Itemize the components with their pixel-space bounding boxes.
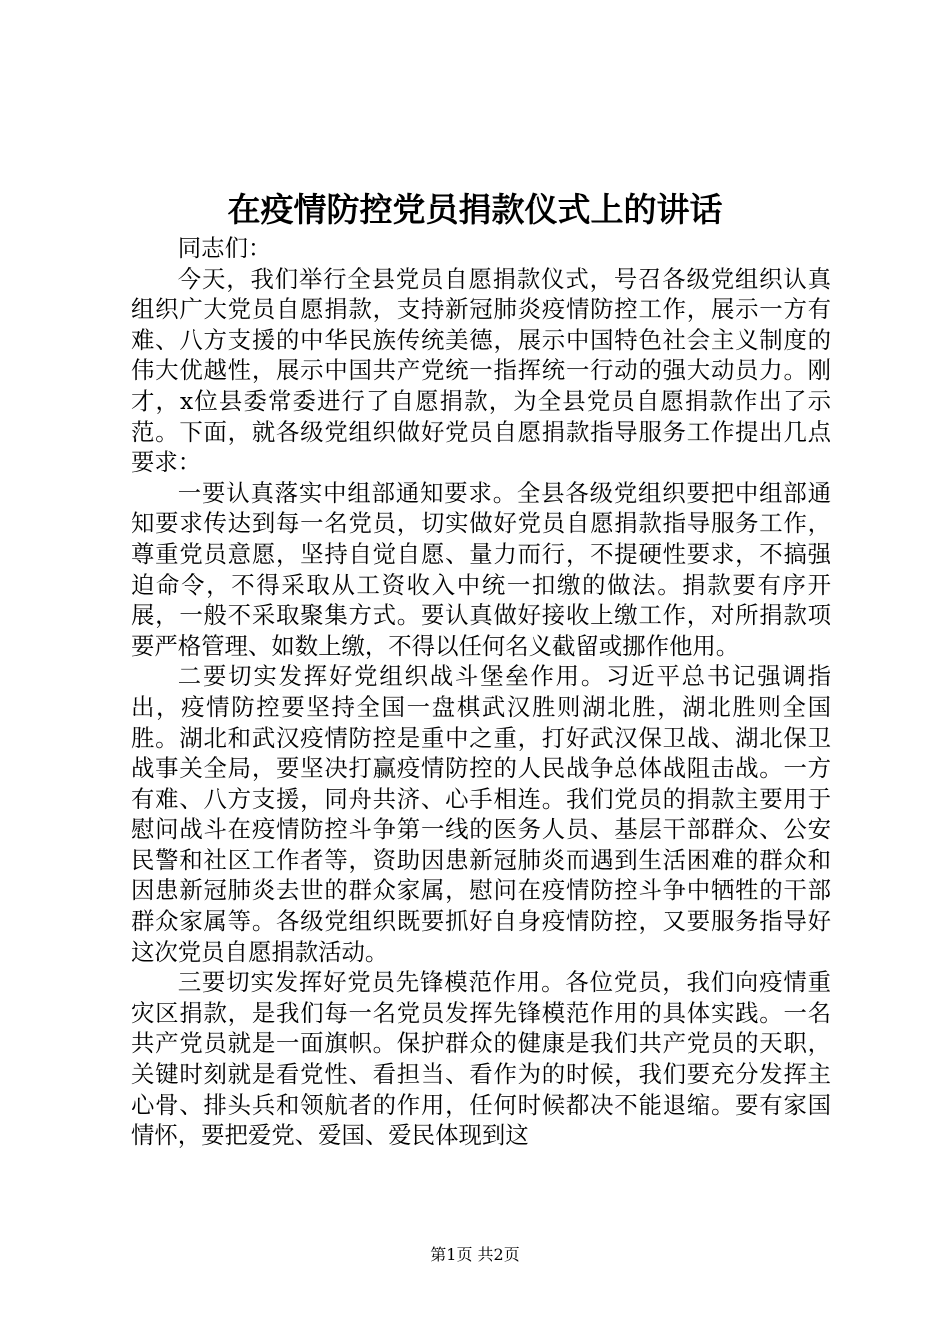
paragraph-point-3: 三要切实发挥好党员先锋模范作用。各位党员，我们向疫情重灾区捐款，是我们每一名党员发挥先锋模范作用的具体实践。一名共产党员就是一面旗帜。保护群众的健康是我们共产党员的天职，关键时刻就是看党性、看担当、看作为的时候，我们要充分发挥主心骨、排头兵和领航者的作用，任何时候都决不能退缩。要有家国情怀，要把爱党、爱国、爱民体现到这 xyxy=(131,968,831,1150)
document-body xyxy=(131,233,831,1151)
paragraph-intro: 今天，我们举行全县党员自愿捐款仪式，号召各级党组织认真组织广大党员自愿捐款，支持新冠肺炎疫情防控工作，展示一方有难、八方支援的中华民族传统美德，展示中国特色社会主义制度的伟大优越性，展示中国共产党统一指挥统一行动的强大动员力。刚才，x位县委常委进行了自愿捐款，为全县党员自愿捐款作出了示范。下面，就各级党组织做好党员自愿捐款指导服务工作提出几点要求： xyxy=(131,264,831,477)
salutation: 同志们： xyxy=(177,234,272,262)
page-number-footer: 第1页 共2页 xyxy=(430,1245,520,1264)
document-title: 在疫情防控党员捐款仪式上的讲话 xyxy=(227,190,723,229)
paragraph-point-2: 二要切实发挥好党组织战斗堡垒作用。习近平总书记强调指出，疫情防控要坚持全国一盘棋武汉胜则湖北胜，湖北胜则全国胜。湖北和武汉疫情防控是重中之重，打好武汉保卫战、湖北保卫战事关全局，要坚决打赢疫情防控的人民战争总体战阻击战。一方有难、八方支援，同舟共济、心手相连。我们党员的捐款主要用于慰问战斗在疫情防控斗争第一线的医务人员、基层干部群众、公安民警和社区工作者等，资助因患新冠肺炎而遇到生活困难的群众和因患新冠肺炎去世的群众家属，慰问在疫情防控斗争中牺牲的干部群众家属等。各级党组织既要抓好自身疫情防控，又要服务指导好这次党员自愿捐款活动。 xyxy=(131,662,831,966)
paragraph-point-1: 一要认真落实中组部通知要求。全县各级党组织要把中组部通知要求传达到每一名党员，切实做好党员自愿捐款指导服务工作，尊重党员意愿，坚持自觉自愿、量力而行，不提硬性要求，不搞强迫命令，不得采取从工资收入中统一扣缴的做法。捐款要有序开展，一般不采取聚集方式。要认真做好接收上缴工作，对所捐款项要严格管理、如数上缴，不得以任何名义截留或挪作他用。 xyxy=(131,478,831,660)
